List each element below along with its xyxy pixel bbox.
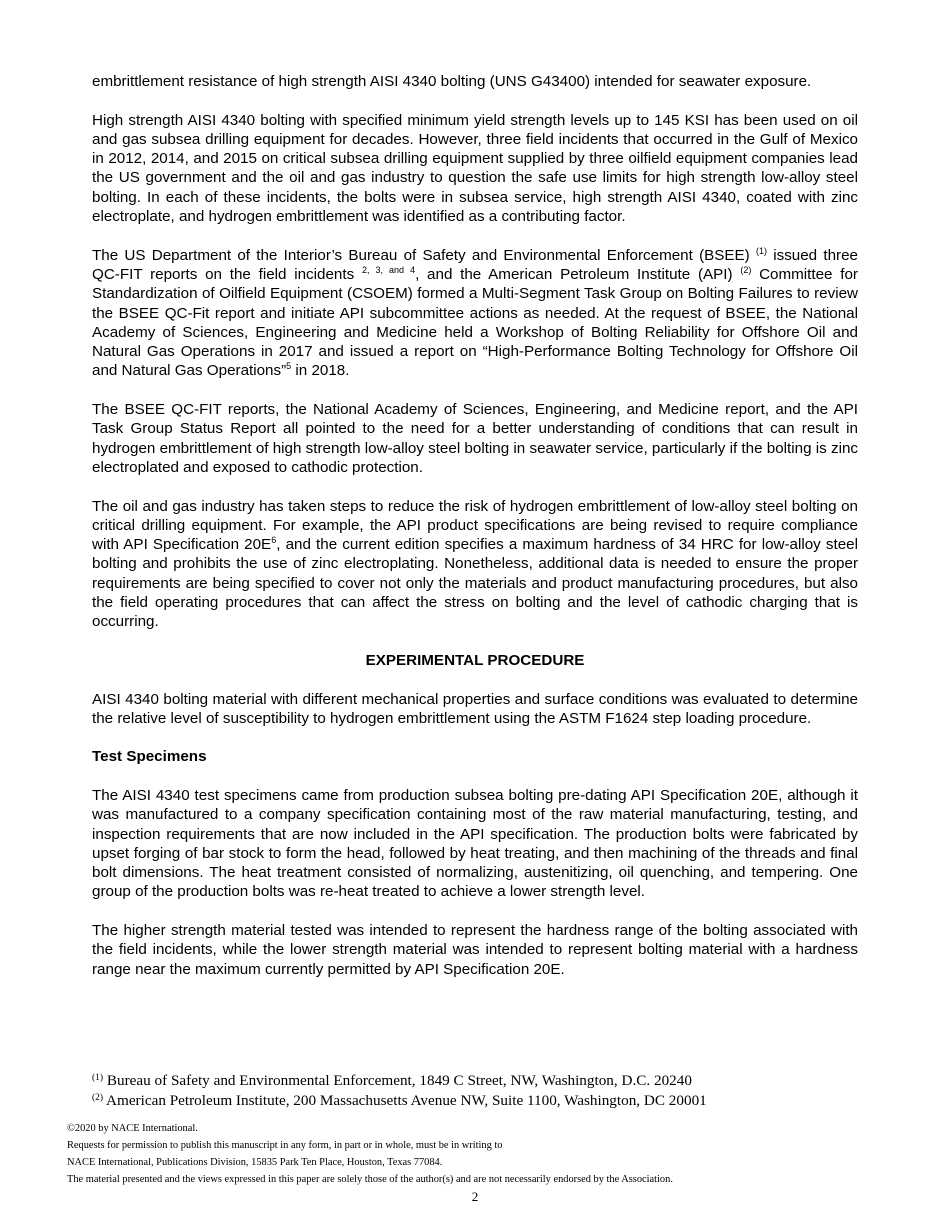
paragraph-background: High strength AISI 4340 bolting with specified minimum yield strength levels up to 145 KSI has been used on oil and gas subsea drilling equipment for decades. However, three field incidents that occurred in the Gulf of Mexico in 2012, 2014, and 2015 on critical subsea drilling equipment supplied by three oilfield equipment companies lead the US government and the oil and gas industry to question the safe use limits for high strength low-alloy steel bolting. In each of these incidents, the bolts were in subsea service, high strength AISI 4340, coated with zinc electroplate, and hydrogen embrittlement was identified as a contributing factor. [92,111,858,226]
permission-line: Requests for permission to publish this manuscript in any form, in part or in whole, must be in writing to [67,1140,503,1151]
footnote-1: $^{(1)}$ Bureau of Safety and Environmental Enforcement, 1849 C Street, NW, Washington, D.C. 20240 [92,1072,692,1089]
paragraph-industry-steps: The oil and gas industry has taken steps to reduce the risk of hydrogen embrittlement of low-alloy steel bolting on critical drilling equipment. For example, the API product specifications are being revised to require compliance with API Specification $20E^6$, and the current edition specifies a maximum hardness of 34 HRC for low-alloy steel bolting and prohibits the use of zinc electroplating. Nonetheless, additional data is needed to ensure the proper requirements are being specified to cover not only the materials and product manufacturing procedures, but also the field operating procedures that can affect the stress on bolting and the level of cathodic charging that is occurring. [92,497,858,631]
reference-superscript: 2, 3, and 4 [361,264,416,275]
paragraph-specimens: The AISI 4340 test specimens came from production subsea bolting pre-dating API Specification 20E, although it was manufactured to a company specification containing most of the raw material manufacturing, testing, and inspection requirements that are now included in the API specification. The production bolts were fabricated by upset forging of bar stock to form the head, followed by heat treating, and then machining of the threads and final bolt dimensions. The heat treatment consisted of normalizing, austenitizing, oil quenching, and tempering. One group of the production bolts was re-heat treated to achieve a lower strength level. [92,786,858,901]
footnote-2: $^{(2)}$ American Petroleum Institute, 200 Massachusetts Avenue NW, Suite 1100, Washington, DC 20001 [92,1091,707,1109]
page-number: 2 [471,1189,479,1204]
reference-superscript: 6 [271,535,277,546]
reference-superscript: 5 [286,361,292,372]
subsection-heading: Test Specimens [92,748,207,766]
copyright-notice [67,1120,887,1188]
section-heading: EXPERIMENTAL PROCEDURE [365,651,585,669]
copyright-line: ©2020 by NACE International. [67,1123,198,1134]
paragraph-procedure: AISI 4340 bolting material with different mechanical properties and surface conditions was evaluated to determine the relative level of susceptibility to hydrogen embrittlement using the ASTM F1624 step loading procedure. [92,690,858,727]
footnotes [92,1071,872,1110]
paragraph-intro-continued: embrittlement resistance of high strength AISI 4340 bolting (UNS G43400) intended for seawater exposure. [92,73,812,90]
disclaimer-line: The material presented and the views expressed in this paper are solely those of the author(s) and are not necessarily endorsed by the Association. [67,1174,673,1185]
paragraph-materials: The higher strength material tested was intended to represent the hardness range of the bolting associated with the field incidents, while the lower strength material was intended to represent bolting material with a hardness range near the maximum currently permitted by API Specification 20E. [92,922,858,978]
footnote-ref-2: (2) [740,264,752,275]
body-text [92,72,858,998]
paragraph-bsee: The US Department of the Interior’s Bureau of Safety and Environmental Enforcement (BSEE) $^{(1)}$ issued three QC-FIT reports on the field incidents $^{2, 3, and 4}$, and the American Petroleum Institute (API) $^{(2)}$ Committee for Standardization of Oilfield Equipment (CSOEM) formed a Multi-Segment Task Group on Bolting Failures to review the BSEE QC-Fit report and initiate API subcommittee actions as needed. At the request of BSEE, the National Academy of Sciences, Engineering and Medicine held a Workshop of Bolting Reliability for Offshore Oil and Natural Gas Operations in 2017 and issued a report on “High-Performance Bolting Technology for Offshore Oil and Natural Gas Operations”$^5$ in 2018. [92,245,858,380]
paragraph-reports: The BSEE QC-FIT reports, the National Academy of Sciences, Engineering, and Medicine report, and the API Task Group Status Report all pointed to the need for a better understanding of conditions that can result in hydrogen embrittlement of high strength low-alloy steel bolting in seawater service, particularly if the bolting is zinc electroplated and exposed to cathodic protection. [92,401,858,476]
footnote-ref-1: (1) [755,245,767,256]
address-line: NACE International, Publications Division, 15835 Park Ten Place, Houston, Texas 77084. [67,1157,443,1168]
